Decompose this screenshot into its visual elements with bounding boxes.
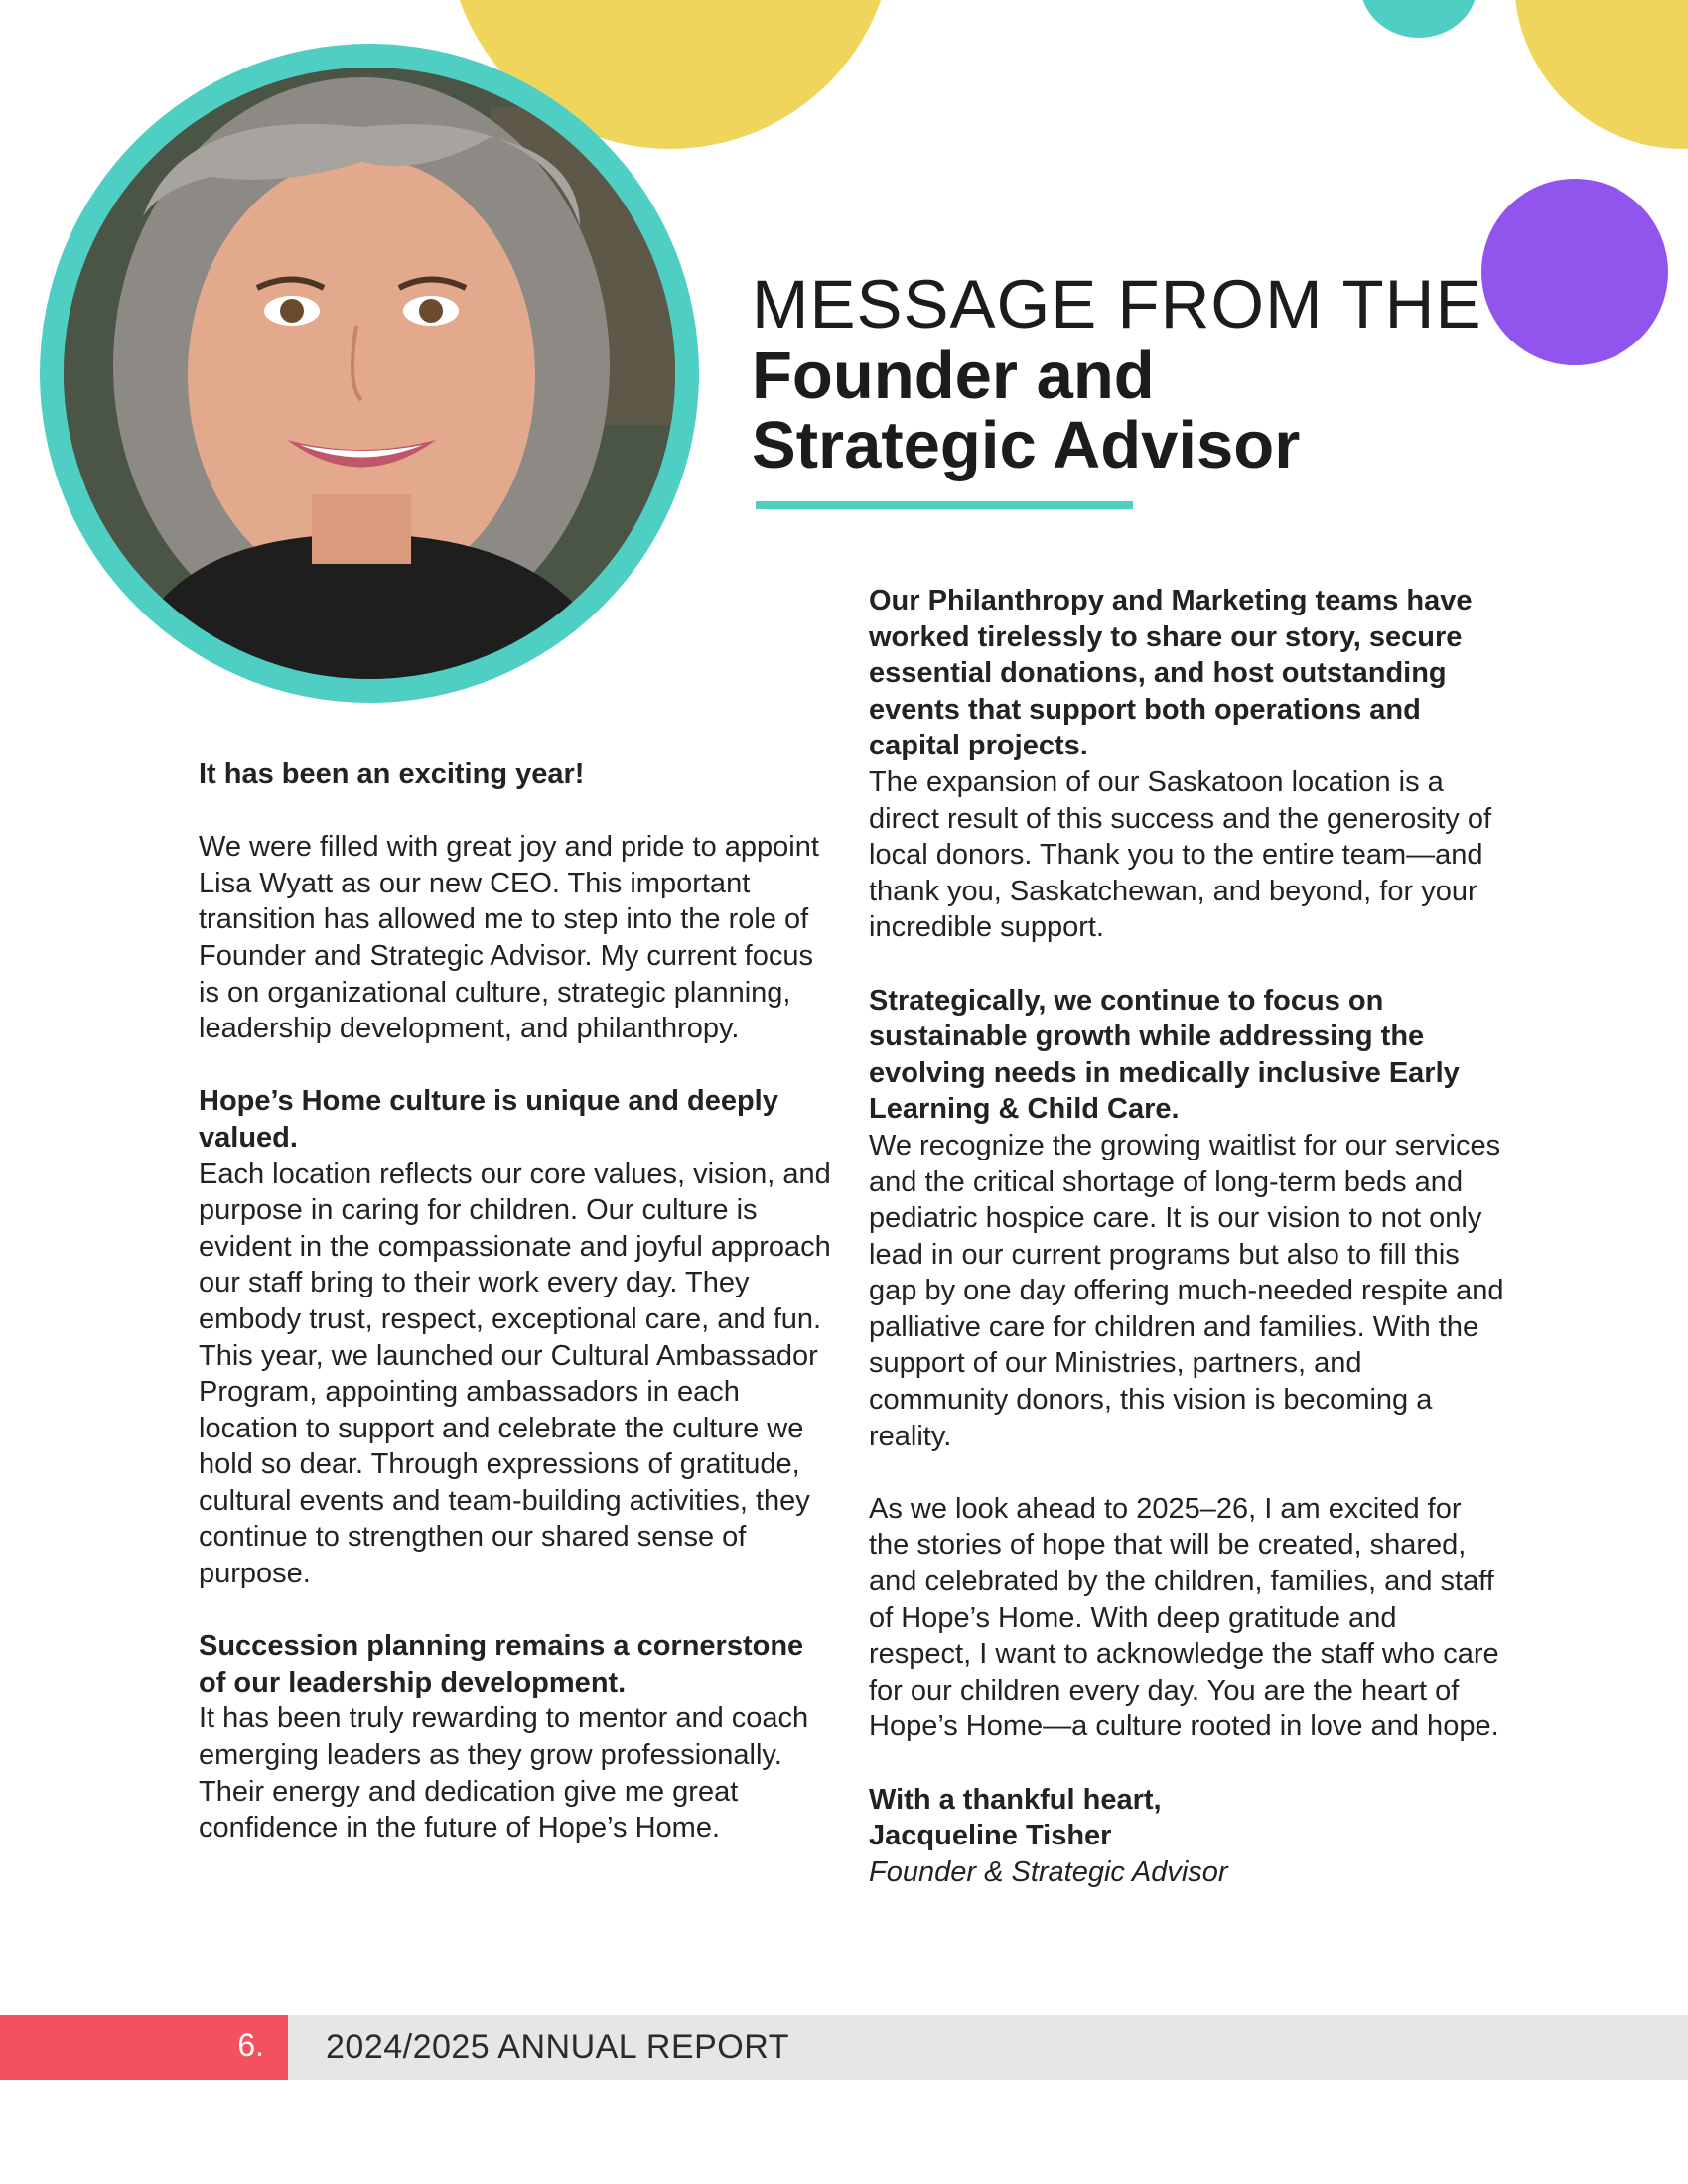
report-label: 2024/2025 ANNUAL REPORT <box>326 2028 789 2066</box>
paragraph-strategy <box>869 983 1504 1455</box>
paragraph-looking-ahead: As we look ahead to 2025–26, I am excited for the stories of hope that will be created, shared, and celebrated by the children, families, and staff of Hope’s Home. With deep gratitude and respect, I want to acknowledge the staff who care for our children every day. You are the heart of Hope’s Home—a culture rooted in love and hope. <box>869 1492 1499 1743</box>
paragraph-lead: Our Philanthropy and Marketing teams have worked tirelessly to share our story, secure essential donations, and host outstanding events that support both operations and capital projects. <box>869 585 1473 762</box>
right-column <box>869 583 1504 1890</box>
paragraph-lead: Hope’s Home culture is unique and deeply valued. <box>199 1085 778 1154</box>
paragraph-body: The expansion of our Saskatoon location is a direct result of this success and the generosity of local donors. Thank you to the entire team—and thank you, Saskatchewan, and beyond, for your incredible support. <box>869 765 1492 944</box>
paragraph-lead: Strategically, we continue to focus on sustainable growth while addressing the evolving needs in medically inclusive Early Learning & Child Care. <box>869 984 1460 1126</box>
page-number: 6. <box>237 2027 264 2063</box>
signoff: With a thankful heart, <box>869 1783 1162 1816</box>
paragraph-ceo-appointment: We were filled with great joy and pride to appoint Lisa Wyatt as our new CEO. This important transition has allowed me to step into the role of Founder and Strategic Advisor. My current focus is on organizational culture, strategic planning, leadership development, and philanthropy. <box>199 831 819 1045</box>
page-title <box>752 268 1486 480</box>
signer-name: Jacqueline Tisher <box>869 1820 1112 1852</box>
decorative-purple-circle <box>1481 179 1668 365</box>
signer-title: Founder & Strategic Advisor <box>869 1855 1228 1888</box>
title-underline <box>756 501 1133 509</box>
page-number-box <box>0 2015 288 2080</box>
portrait-frame <box>40 44 699 703</box>
paragraph-intro <box>199 756 834 793</box>
paragraph-body: Each location reflects our core values, vision, and purpose in caring for children. Our culture is evident in the compassionate and joyful approach our staff bring to their work every day. They embody trust, respect, exceptional care, and fun. This year, we launched our Cultural Ambassador Program, appointing ambassadors in each location to support and celebrate the culture we hold so dear. Through expressions of gratitude, cultural events and team-building activities, they continue to strengthen our shared sense of purpose. <box>199 1158 831 1590</box>
founder-portrait-photo <box>64 68 675 679</box>
paragraph-succession <box>199 1628 834 1846</box>
left-column <box>199 756 834 1882</box>
decorative-yellow-circle-right <box>1514 0 1688 149</box>
title-line-2: Founder and <box>752 339 1155 413</box>
paragraph-body: It has been truly rewarding to mentor and coach emerging leaders as they grow professionally. Their energy and dedication give me great confidence in the future of Hope’s Home. <box>199 1703 809 1844</box>
paragraph-culture <box>199 1083 834 1591</box>
paragraph-lead: It has been an exciting year! <box>199 758 585 790</box>
portrait-illustration <box>64 68 675 679</box>
decorative-teal-circle <box>1360 0 1477 38</box>
paragraph-lead: Succession planning remains a cornerstone of our leadership development. <box>199 1630 804 1699</box>
page-footer <box>0 2015 1688 2080</box>
paragraph-philanthropy <box>869 583 1504 946</box>
paragraph-body: We recognize the growing waitlist for our services and the critical shortage of long-term beds and pediatric hospice care. It is our vision to not only lead in our current programs but also to fill this gap by one day offering much-needed respite and palliative care for children and families. With the support of our Ministries, partners, and community donors, this vision is becoming a reality. <box>869 1129 1504 1452</box>
title-line-3: Strategic Advisor <box>752 408 1301 482</box>
signature-block <box>869 1782 1504 1891</box>
title-line-1: MESSAGE FROM THE <box>752 266 1482 342</box>
